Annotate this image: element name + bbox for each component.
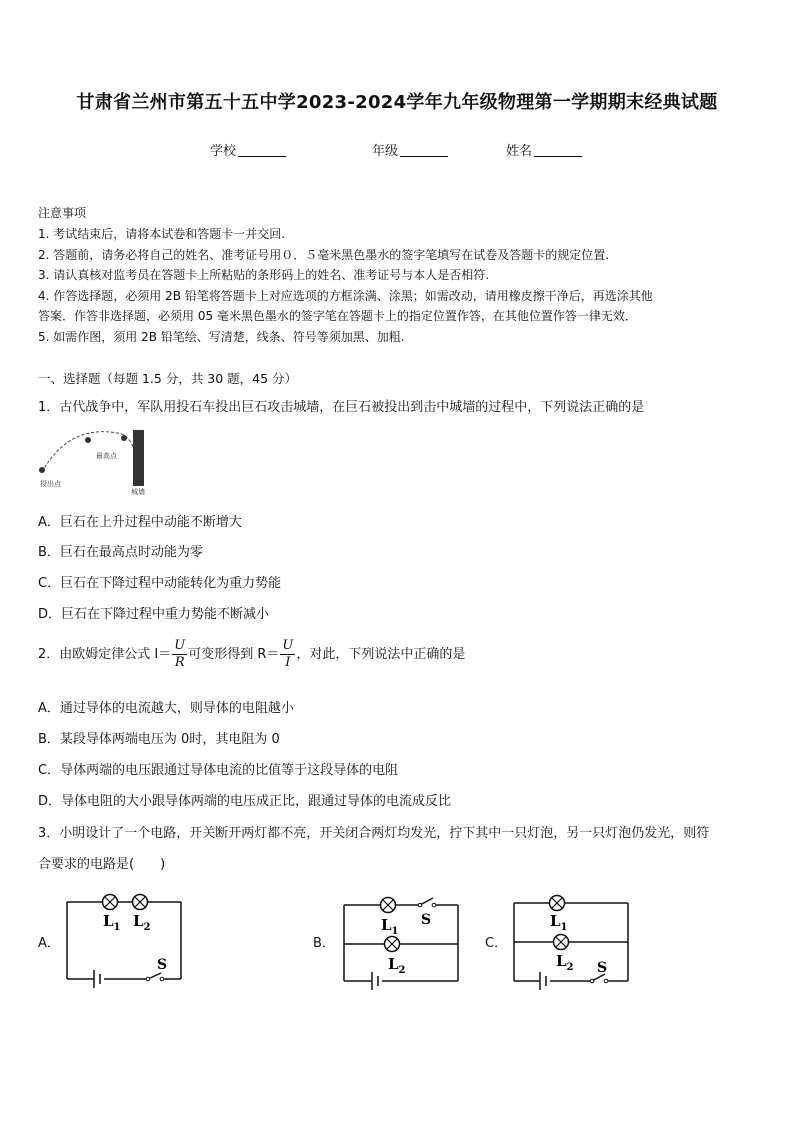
launch-label: 投出点 <box>40 480 61 488</box>
lamp-label: L <box>556 952 567 970</box>
grade-field <box>372 140 448 159</box>
lamp-icon <box>133 895 148 910</box>
lamp-label: L <box>550 912 561 930</box>
q3-stem-line2: 合要求的电路是( ) <box>38 857 166 872</box>
formula-fraction <box>280 638 295 671</box>
catapult-trajectory-figure <box>36 428 160 498</box>
circuit-b-label: B． <box>313 936 335 951</box>
section-heading: 一、选择题（每题 1.5 分，共 30 题，45 分） <box>38 371 298 386</box>
lamp-icon <box>381 898 396 913</box>
name-field <box>506 140 582 159</box>
fraction-denominator: I <box>285 655 291 670</box>
page-title: 甘肃省兰州市第五十五中学2023-2024学年九年级物理第一学期期末经典试题 <box>76 92 718 113</box>
q1-option-c: C．巨石在下降过程中动能转化为重力势能 <box>38 576 282 591</box>
city-wall <box>133 430 144 486</box>
notice-item: 1. 考试结束后，请将本试卷和答题卡一并交回. <box>38 227 286 241</box>
notice-item: 3. 请认真核对监考员在答题卡上所粘贴的条形码上的姓名、准考证号与本人是否相符. <box>38 268 490 282</box>
circuit-a-diagram <box>60 888 190 988</box>
q3-stem-line1: 3．小明设计了一个电路，开关断开两灯都不亮，开关闭合两灯均发光，拧下其中一只灯泡，另一只灯泡仍发光，则符 <box>38 826 710 841</box>
svg-text:L2 <box>133 912 151 933</box>
q2-option-c: C．导体两端的电压跟通过导体电流的比值等于这段导体的电阻 <box>38 763 399 778</box>
lamp-label: L <box>103 912 114 930</box>
circuit-c-label: C． <box>485 936 508 951</box>
name-label: 姓名 <box>506 144 533 159</box>
q1-option-b: B．巨石在最高点时动能为零 <box>38 545 203 560</box>
lamp-icon <box>103 895 118 910</box>
apex-label: 最高点 <box>96 452 117 460</box>
school-blank <box>238 144 286 157</box>
lamp-label: L <box>381 916 392 934</box>
school-field <box>210 140 286 159</box>
svg-text:L1 <box>103 912 121 933</box>
name-blank <box>534 144 582 157</box>
circuit-c-diagram <box>506 892 636 992</box>
notice-item: 答案．作答非选择题，必须用 05 毫米黑色墨水的签字笔在答题卡上的指定位置作答，在其他位置作答一律无效． <box>38 309 637 323</box>
lamp-icon <box>554 935 569 950</box>
notice-item: 2. 答题前，请务必将自己的姓名、准考证号用０．５毫米黑色墨水的签字笔填写在试卷及答题卡的规定位置. <box>38 248 610 262</box>
lamp-label-sub: 1 <box>391 926 399 937</box>
fraction-numerator: U <box>174 638 186 653</box>
svg-text:L2 <box>388 955 406 976</box>
q2-stem-part: 2．由欧姆定律公式 I＝ <box>38 647 172 662</box>
q1-option-a: A．巨石在上升过程中动能不断增大 <box>38 515 242 530</box>
lamp-label-sub: 1 <box>560 922 568 933</box>
switch-label: S <box>157 957 168 973</box>
q1-stem: 1．古代战争中，军队用投石车投出巨石攻击城墙，在巨石被投出到击中城墙的过程中，下列说法正确的是 <box>38 400 645 415</box>
notice-item: 5. 如需作图，须用 2B 铅笔绘、写清楚，线条、符号等须加黑、加粗. <box>38 330 405 344</box>
q2-option-b: B．某段导体两端电压为 0时，其电阻为 0 <box>38 732 280 747</box>
formula-fraction <box>172 638 187 671</box>
grade-label: 年级 <box>372 144 399 159</box>
switch-label: S <box>421 912 432 928</box>
lamp-icon <box>385 937 400 952</box>
circuit-b-diagram <box>336 892 466 992</box>
lamp-icon <box>550 896 565 911</box>
svg-text:L2 <box>556 952 574 973</box>
svg-text:L1 <box>550 912 568 933</box>
circuit-a-label: A． <box>38 936 60 951</box>
lamp-label-sub: 2 <box>566 962 574 973</box>
school-label: 学校 <box>210 144 237 159</box>
lamp-label-sub: 2 <box>398 965 406 976</box>
notice-item: 4. 作答选择题，必须用 2B 铅笔将答题卡上对应选项的方框涂满、涂黑；如需改动，请用橡皮擦干净后，再选涂其他 <box>38 289 653 303</box>
lamp-label-sub: 1 <box>113 922 121 933</box>
fraction-denominator: R <box>174 655 185 670</box>
launch-point <box>39 467 45 473</box>
grade-blank <box>400 144 448 157</box>
q2-stem-part: ，对此，下列说法中正确的是 <box>296 647 466 662</box>
q2-option-a: A．通过导体的电流越大，则导体的电阻越小 <box>38 701 294 716</box>
q1-option-d: D．巨石在下降过程中重力势能不断减小 <box>38 607 270 622</box>
q2-option-d: D．导体电阻的大小跟导体两端的电压成正比，跟通过导体的电流成反比 <box>38 794 452 809</box>
svg-text:L1 <box>381 916 399 937</box>
apex-point <box>85 437 91 443</box>
stone <box>121 435 127 441</box>
wall-label: 城墙 <box>131 488 145 496</box>
fraction-numerator: U <box>282 638 294 653</box>
switch-label: S <box>597 960 608 976</box>
lamp-label: L <box>388 955 399 973</box>
lamp-label-sub: 2 <box>143 922 151 933</box>
q2-stem <box>38 638 465 671</box>
lamp-label: L <box>133 912 144 930</box>
q2-stem-part: 可变形得到 R＝ <box>188 647 280 662</box>
notice-heading: 注意事项 <box>38 206 87 220</box>
